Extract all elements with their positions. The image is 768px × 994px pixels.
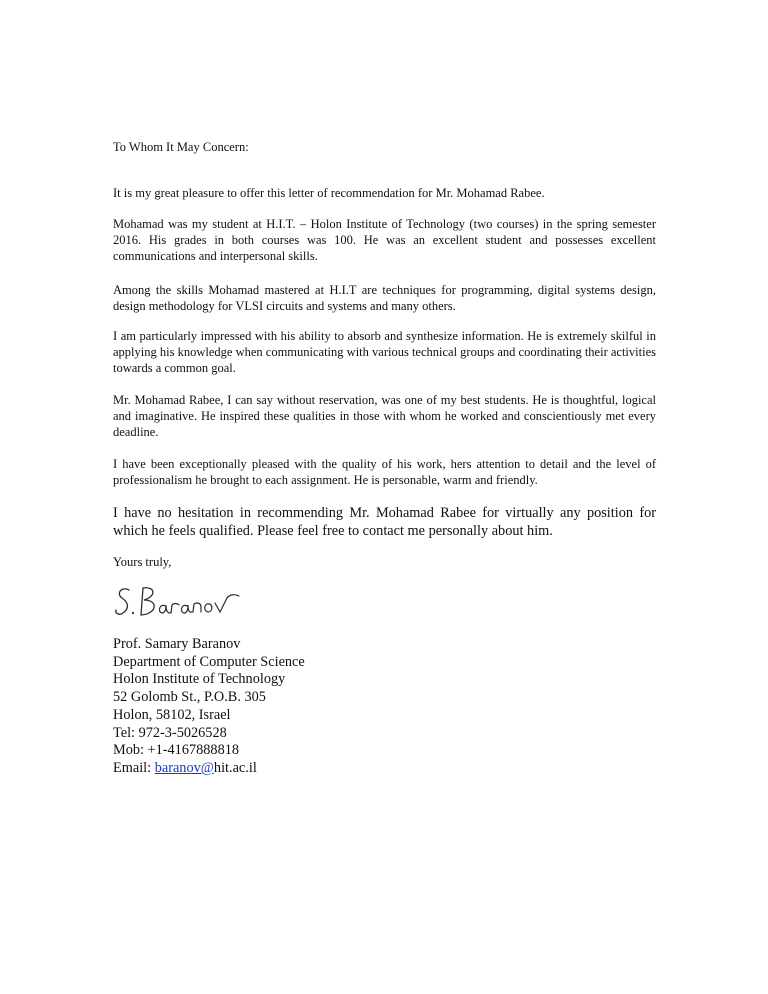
contact-institution: Holon Institute of Technology bbox=[113, 671, 286, 688]
email-link[interactable]: baranov@ bbox=[154, 759, 214, 776]
handwritten-signature bbox=[113, 582, 248, 622]
contact-email-line bbox=[113, 760, 305, 778]
contact-tel: Tel: 972-3-5026528 bbox=[113, 724, 227, 741]
contact-block bbox=[113, 636, 305, 778]
paragraph-intro: It is my great pleasure to offer this letter of recommendation for Mr. Mohamad Rabee. bbox=[113, 186, 545, 200]
paragraph-student-background: Mohamad was my student at H.I.T. – Holon Institute of Technology (two courses) in the spring semester 2016. His grades in both courses was 100. He was an excellent student and possesses excellent communications and interpersonal skills. bbox=[113, 217, 656, 263]
paragraph-recommendation: I have no hesitation in recommending Mr. Mohamad Rabee for virtually any position for which he feels qualified. Please feel free to contact me personally about him. bbox=[113, 505, 656, 539]
contact-email-label: Email: bbox=[113, 759, 155, 776]
paragraph-character: Mr. Mohamad Rabee, I can say without reservation, was one of my best students. He is thoughtful, logical and imaginative. He inspired these qualities in those with whom he worked and conscientiously met every deadline. bbox=[113, 393, 656, 439]
contact-address: 52 Golomb St., P.O.B. 305 bbox=[113, 689, 266, 706]
paragraph-abilities: I am particularly impressed with his ability to absorb and synthesize information. He is extremely skilful in applying his knowledge when communicating with various technical groups and coordinating their activities towards a common goal. bbox=[113, 329, 656, 375]
closing: Yours truly, bbox=[113, 555, 172, 569]
salutation: To Whom It May Concern: bbox=[113, 140, 249, 154]
contact-department: Department of Computer Science bbox=[113, 653, 305, 670]
contact-name: Prof. Samary Baranov bbox=[113, 636, 241, 652]
paragraph-work-quality: I have been exceptionally pleased with the quality of his work, hers attention to detail and the level of professionalism he brought to each assignment. He is personable, warm and friendly. bbox=[113, 457, 656, 487]
paragraph-skills: Among the skills Mohamad mastered at H.I.T are techniques for programming, digital systems design, design methodology for VLSI circuits and systems and many others. bbox=[113, 283, 656, 313]
contact-email-domain: hit.ac.il bbox=[213, 759, 257, 776]
contact-mob: Mob: +1-4167888818 bbox=[113, 742, 240, 759]
contact-city: Holon, 58102, Israel bbox=[113, 706, 231, 723]
